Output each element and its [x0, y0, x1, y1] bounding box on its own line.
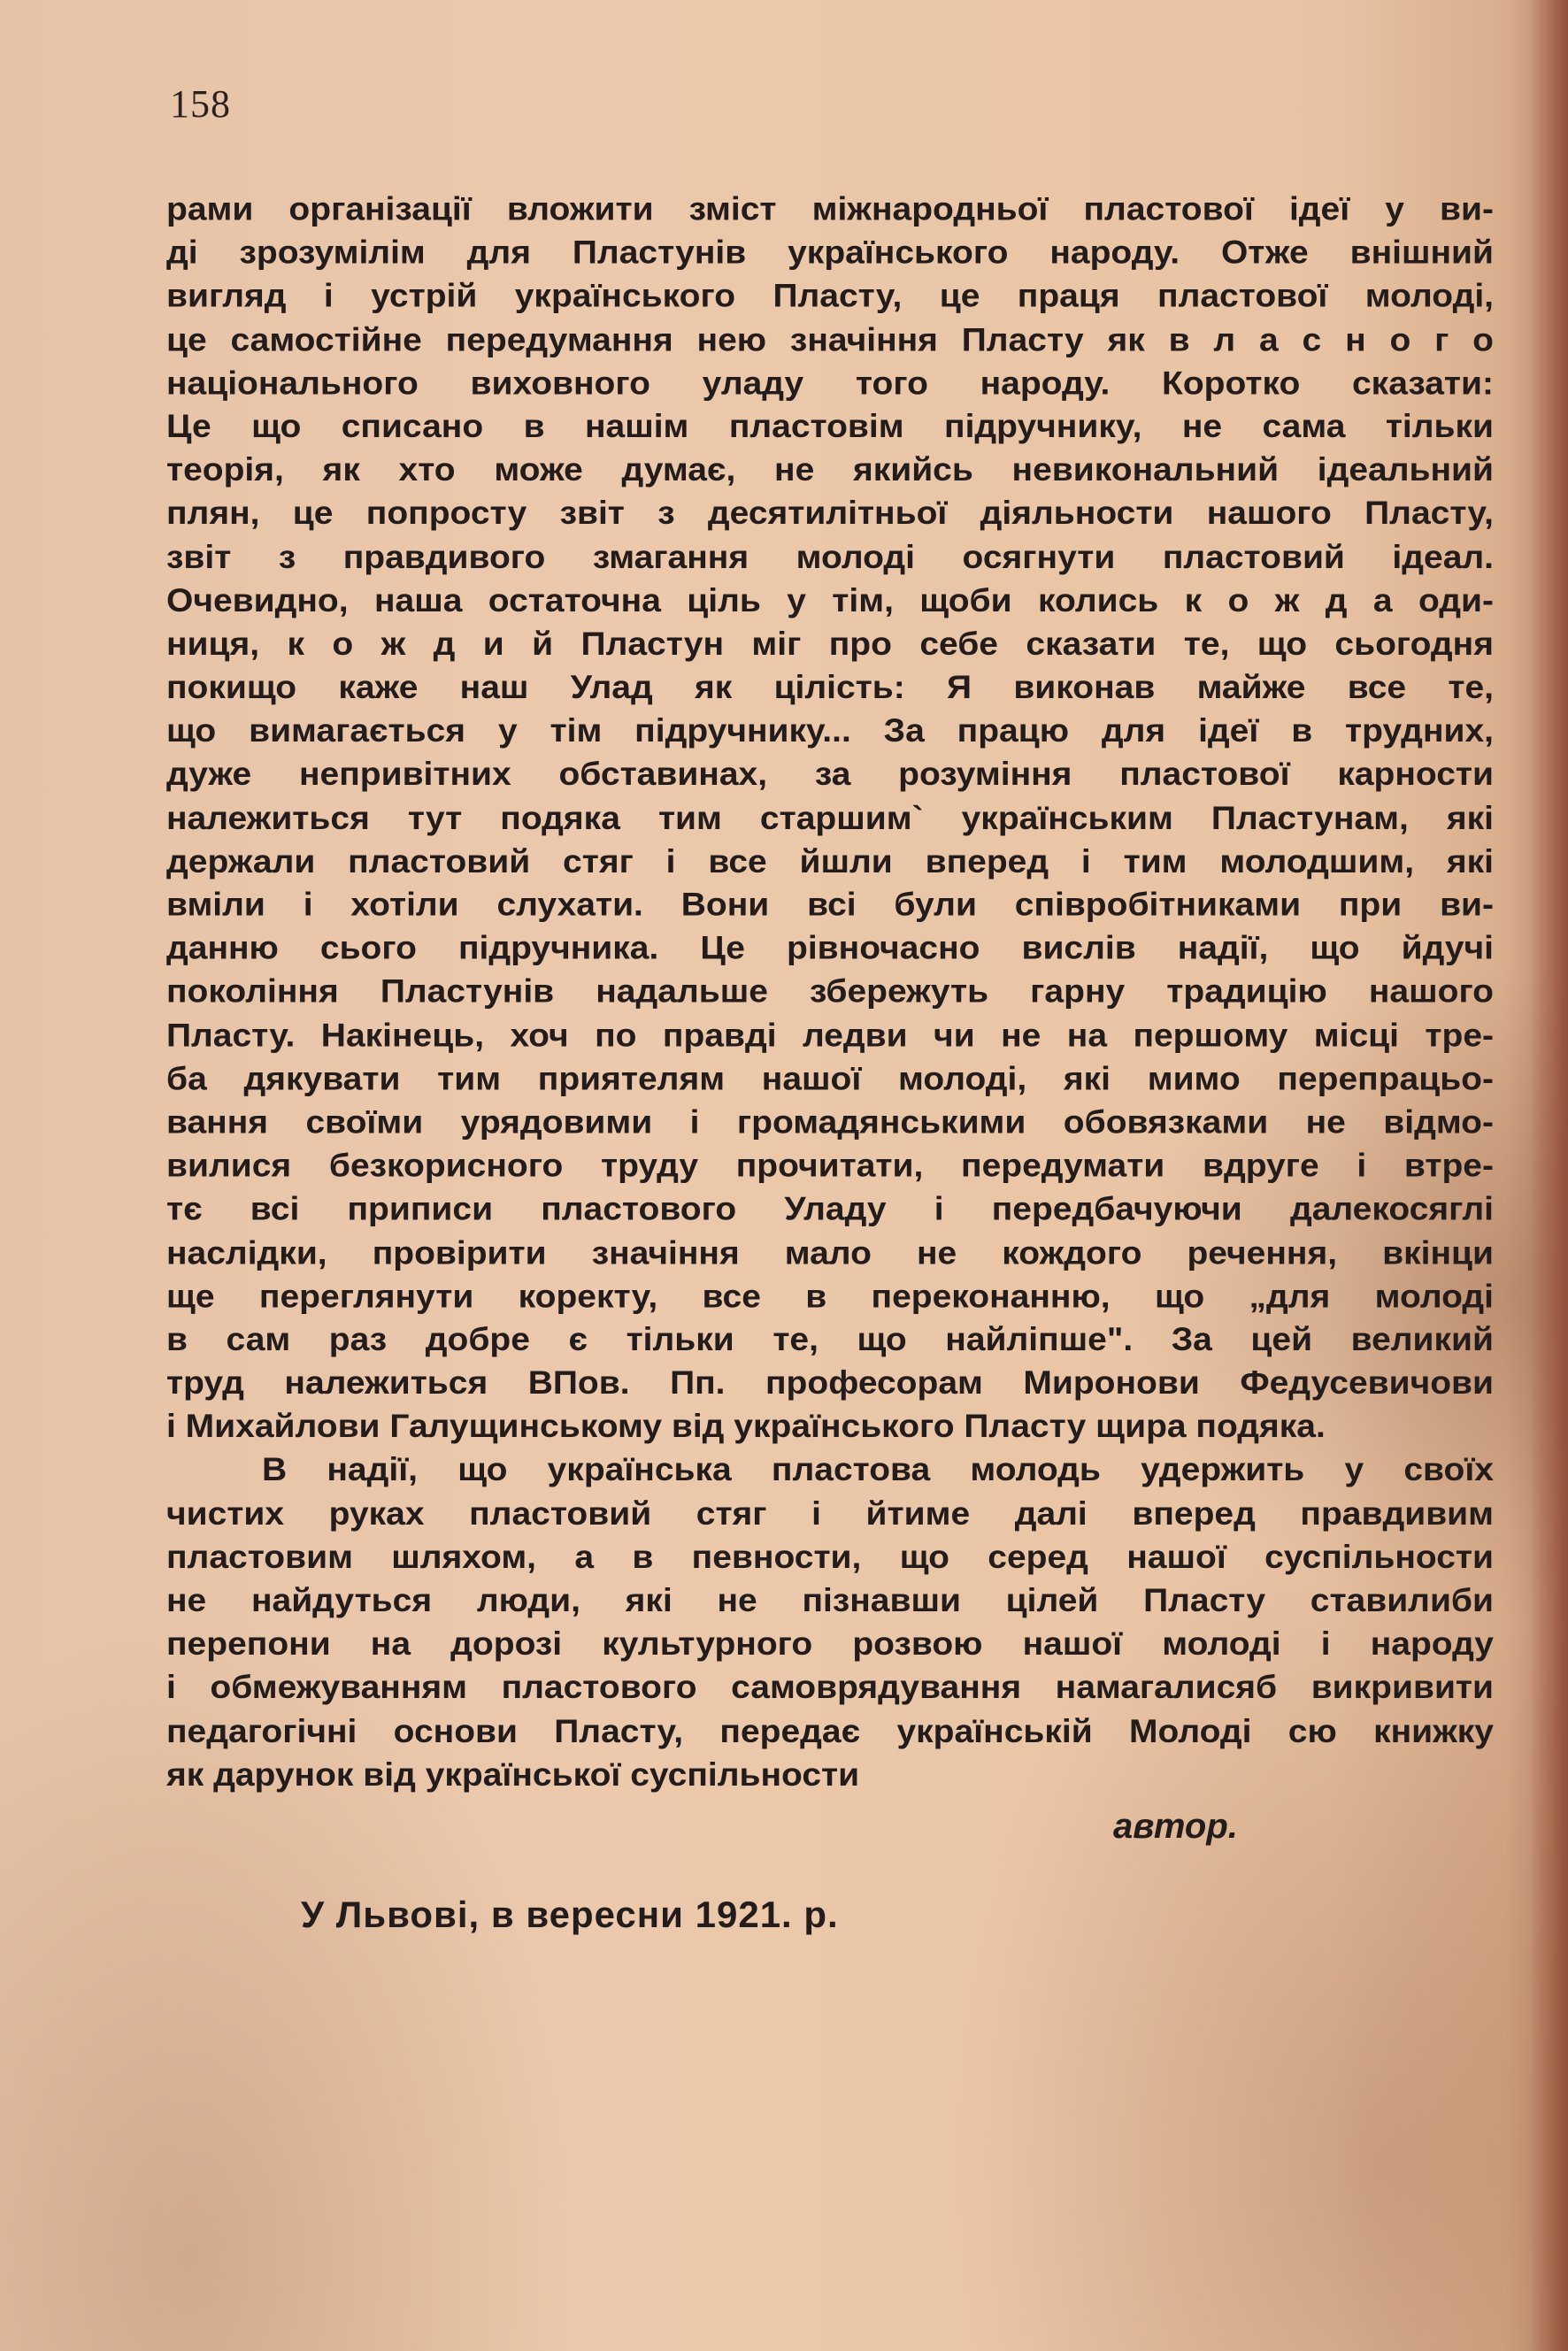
text-line: і обмежуванням пластового самоврядування намагалисяб викривити [166, 1669, 1494, 1706]
text-line: данню сього підручника. Це рівночасно вислів надії, що йдучі [166, 930, 1494, 967]
text-line: національного виховного уладу того народу. Коротко сказати: [166, 365, 1494, 402]
text-line: наслідки, провірити значіння мало не кождого речення, вкінци [166, 1234, 1494, 1272]
text-line: вилися безкорисного труду прочитати, передумати вдруге і втре- [166, 1147, 1494, 1185]
text-line: плян, це попросту звіт з десятилітньої діяльности нашого Пласту, [166, 495, 1494, 533]
text-line: покоління Пластунів надальше збережуть гарну традицію нашого [166, 973, 1494, 1010]
place-date-line: У Львові, в вересни 1921. р. [301, 1894, 839, 1935]
text-line: вміли і хотіли слухати. Вони всі були співробітниками при ви- [166, 887, 1494, 924]
page-edge-shadow [1529, 0, 1568, 2351]
text-line: Очевидно, наша остаточна ціль у тім, щоби колись к о ж д а оди- [166, 582, 1494, 619]
text-line: належиться тут подяка тим старшим` українським Пластунам, які [166, 799, 1494, 837]
text-line: ще переглянути коректу, все в переконанню, що „для молоді [166, 1278, 1494, 1315]
text-line: це самостійне передумання нею значіння Пласту як в л а с н о г о [166, 321, 1494, 358]
text-line: перепони на дорозі культурного розвою нашої молоді і народу [166, 1625, 1494, 1663]
text-line: тє всі приписи пластового Уладу і передбачуючи далекосяглі [166, 1191, 1494, 1228]
author-signature: автор. [1113, 1807, 1238, 1846]
body-text [166, 188, 1494, 1796]
page-number: 158 [170, 82, 231, 126]
text-line: дуже непривітних обставинах, за розуміння пластової карности [166, 756, 1494, 793]
text-line: вигляд і устрій українського Пласту, це праця пластової молоді, [166, 278, 1494, 315]
text-line: ба дякувати тим приятелям нашої молоді, які мимо перепрацьо- [166, 1060, 1494, 1097]
text-line: труд належиться ВПов. Пп. професорам Миронови Федусевичови [166, 1364, 1494, 1402]
text-line: рами організації вложити зміст міжнародньої пластової ідеї у ви- [166, 190, 1494, 228]
text-line: як дарунок від української суспільности [166, 1756, 860, 1794]
text-line: держали пластовий стяг і все йшли вперед і тим молодшим, які [166, 842, 1494, 880]
text-line: Пласту. Накінець, хоч по правді ледви чи не на першому місці тре- [166, 1017, 1494, 1054]
text-line: не найдуться люди, які не пізнавши цілей Пласту ставилиби [166, 1582, 1494, 1619]
text-line: ниця, к о ж д и й Пластун міг про себе сказати те, що сьогодня [166, 626, 1494, 663]
text-line: педагогічні основи Пласту, передає українській Молоді сю книжку [166, 1712, 1494, 1750]
text-line: чистих руках пластовий стяг і йтиме далі вперед правдивим [166, 1495, 1494, 1533]
text-line: в сам раз добре є тільки те, що найліпше". За цей великий [166, 1321, 1494, 1358]
text-line: В надії, що українська пластова молодь удержить у своїх [262, 1451, 1494, 1489]
text-line: пластовим шляхом, а в певности, що серед нашої суспільности [166, 1539, 1494, 1576]
text-line: Це що списано в нашім пластовім підручнику, не сама тільки [166, 408, 1494, 445]
text-line: ді зрозумілім для Пластунів українського народу. Отже внішний [166, 234, 1494, 272]
text-line: звіт з правдивого змагання молоді осягнути пластовий ідеал. [166, 538, 1494, 576]
text-line: покищо каже наш Улад як цілість: Я виконав майже все те, [166, 669, 1494, 706]
text-line: вання своїми урядовими і громадянськими обовязками не відмо- [166, 1103, 1494, 1141]
text-line: теорія, як хто може думає, не якийсь невикональний ідеальний [166, 451, 1494, 488]
text-line: що вимагається у тім підручнику... За працю для ідеї в трудних, [166, 712, 1494, 749]
text-line: і Михайлови Галущинському від українського Пласту щира подяка. [166, 1408, 1326, 1446]
